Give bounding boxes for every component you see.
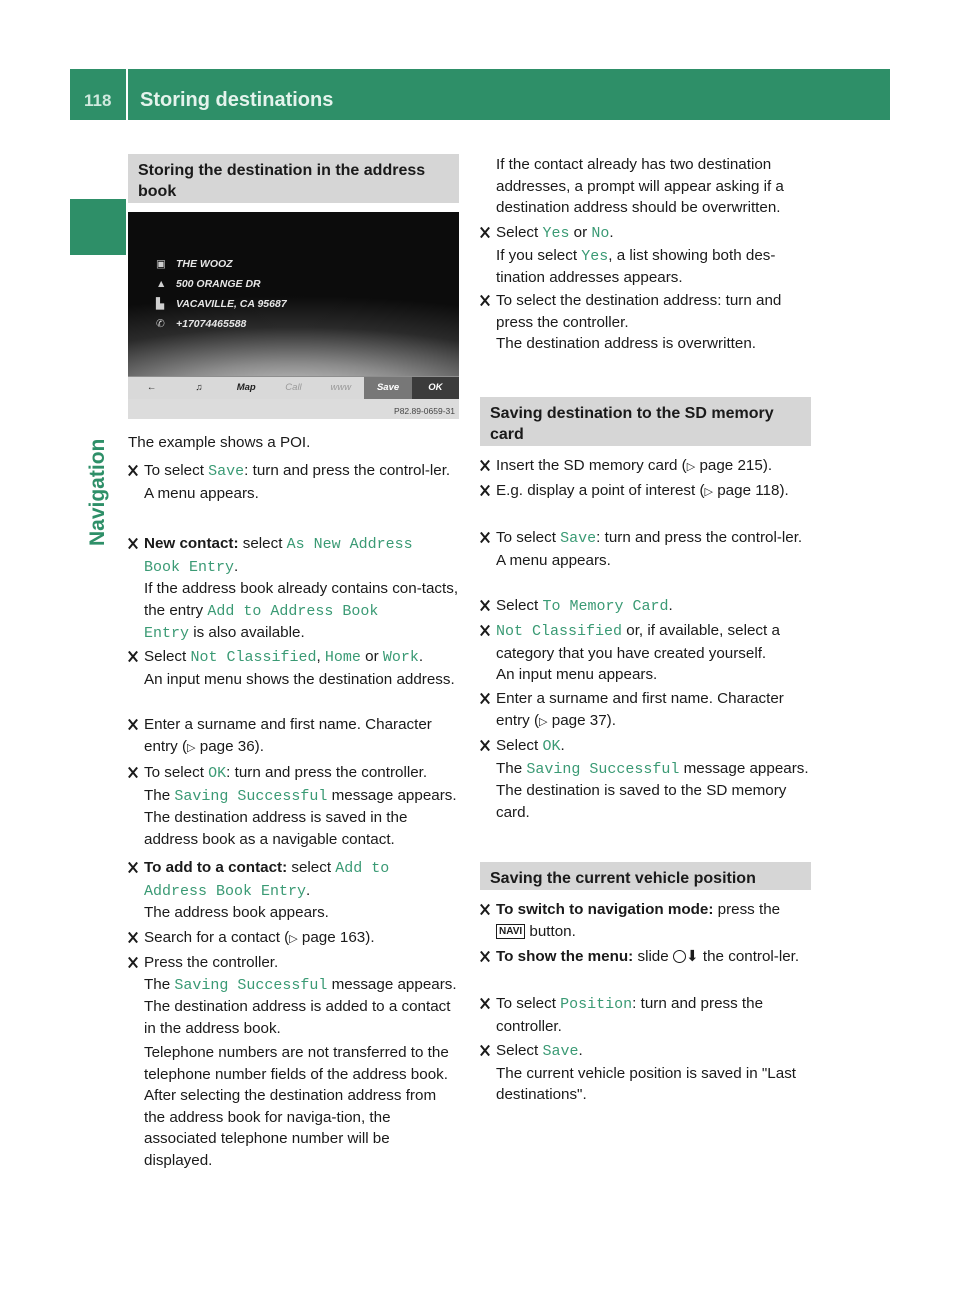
arrow-icon	[480, 600, 489, 611]
arrow-icon	[128, 719, 137, 730]
poi-icon: ▣	[156, 258, 166, 270]
two-destinations-text: If the contact already has two destination addresses, a prompt will appear asking if a destination address should be overwritten.	[496, 156, 784, 216]
page-ref-icon: ▷	[187, 741, 196, 754]
figure-reference: P82.89-0659-31	[394, 406, 455, 416]
arrow-icon	[128, 538, 137, 549]
step-select-save-sd: To select Save: turn and press the control-ler. A menu appears.	[480, 527, 812, 571]
menu-ok[interactable]: OK	[412, 377, 459, 399]
menu-call: Call	[285, 382, 302, 393]
section-heading-vehicle-position: Saving the current vehicle position	[480, 862, 811, 890]
arrow-icon	[480, 532, 489, 543]
screen-display	[128, 212, 459, 399]
step-select-save: To select Save: turn and press the control-ler. A menu appears.	[128, 460, 459, 504]
step-select-save-position: Select Save. The current vehicle position is saved in "Last destinations".	[480, 1040, 812, 1106]
side-marker	[70, 199, 126, 255]
arrow-icon	[480, 625, 489, 636]
navi-button-icon: NAVI	[496, 924, 525, 939]
menu-map[interactable]: Map	[236, 382, 256, 393]
section-heading-address-book: Storing the destination in the address book	[128, 154, 459, 203]
step-add-to-contact: To add to a contact: select Add to Address Book Entry. The address book appears.	[128, 857, 459, 924]
menu-www: www	[330, 382, 352, 393]
page-ref-icon: ▷	[704, 486, 713, 498]
city-icon: ▙	[156, 298, 165, 310]
step-select-destination: To select the destination address: turn and press the controller. The destination address is overwritten.	[480, 290, 812, 355]
arrow-icon	[128, 465, 137, 476]
step-new-contact: New contact: select As New Address Book Entry. If the address book already contains con-tacts, the entry Add to Address Book Entry is also available.	[128, 533, 459, 645]
header-divider	[126, 69, 128, 120]
step-not-classified: Not Classified or, if available, select a category that you have created yourself. An input menu appears.	[480, 620, 812, 686]
arrow-icon	[128, 651, 137, 662]
step-select-memory-card: Select To Memory Card.	[480, 595, 812, 618]
pin-icon: ▲	[156, 278, 167, 290]
arrow-icon	[480, 740, 489, 751]
arrow-icon	[480, 227, 489, 238]
arrow-icon	[480, 693, 489, 704]
arrow-icon	[128, 932, 137, 943]
page-header	[70, 69, 890, 120]
step-press-controller: Press the controller. The Saving Successful message appears. The destination address is added to a contact in the address book.	[128, 952, 459, 1039]
step-select-yes-no: Select Yes or No. If you select Yes, a list showing both des-tination addresses appears.	[480, 222, 812, 289]
intro-text: The example shows a POI.	[128, 434, 311, 451]
step-display-poi: E.g. display a point of interest (▷ page 118).	[480, 480, 812, 504]
street-row: ▲ 500 ORANGE DR	[156, 278, 261, 290]
step-insert-sd: Insert the SD memory card (▷ page 215).	[480, 455, 812, 479]
city-row: ▙ VACAVILLE, CA 95687	[156, 298, 287, 310]
section-heading-sd-card: Saving destination to the SD memory card	[480, 397, 811, 446]
arrow-icon	[480, 951, 489, 962]
arrow-icon	[480, 998, 489, 1009]
arrow-icon	[480, 460, 489, 471]
arrow-icon	[480, 485, 489, 496]
step-search-contact: Search for a contact (▷ page 163).	[128, 927, 459, 951]
step-select-category: Select Not Classified, Home or Work. An input menu shows the destination address.	[128, 646, 459, 690]
arrow-icon	[128, 957, 137, 968]
side-tab-navigation: Navigation	[86, 438, 109, 546]
music-icon[interactable]: ♫	[195, 382, 203, 393]
step-navi-mode: To switch to navigation mode: press the NAVI button.	[480, 899, 812, 942]
telephone-note: Telephone numbers are not transferred to the telephone number fields of the address book. After selecting the destination address from the address book for naviga-tion, the associated telephone number will be displayed.	[144, 1044, 449, 1169]
phone-icon: ✆	[156, 318, 165, 330]
step-show-menu: To show the menu: slide ⬇ the control-ler.	[480, 946, 812, 968]
page-title: Storing destinations	[140, 89, 334, 111]
step-select-ok: To select OK: turn and press the controller. The Saving Successful message appears. The destination address is saved in the address book as a navigable contact.	[128, 762, 459, 850]
arrow-icon	[480, 904, 489, 915]
arrow-icon	[128, 767, 137, 778]
step-select-position: To select Position: turn and press the controller.	[480, 993, 812, 1037]
step-enter-name: Enter a surname and first name. Character entry (▷ page 36).	[128, 714, 459, 759]
slide-down-icon: ⬇	[685, 948, 699, 965]
screen-menu-bar	[128, 376, 459, 399]
phone-row: ✆ +17074465588	[156, 318, 247, 330]
controller-icon	[673, 950, 686, 963]
arrow-icon	[128, 862, 137, 873]
page-number: 118	[84, 91, 112, 110]
menu-save[interactable]: Save	[364, 377, 411, 399]
arrow-icon	[480, 1045, 489, 1056]
back-icon[interactable]: ←	[146, 382, 157, 393]
poi-name-row: ▣ THE WOOZ	[156, 258, 233, 270]
arrow-icon	[480, 295, 489, 306]
poi-screenshot	[128, 212, 459, 419]
step-enter-name-sd: Enter a surname and first name. Character entry (▷ page 37).	[480, 688, 812, 733]
step-select-ok-sd: Select OK. The Saving Successful message appears. The destination is saved to the SD memory card.	[480, 735, 812, 823]
page-ref-icon: ▷	[289, 933, 298, 945]
page-ref-icon: ▷	[539, 715, 548, 728]
page-ref-icon: ▷	[686, 461, 696, 473]
